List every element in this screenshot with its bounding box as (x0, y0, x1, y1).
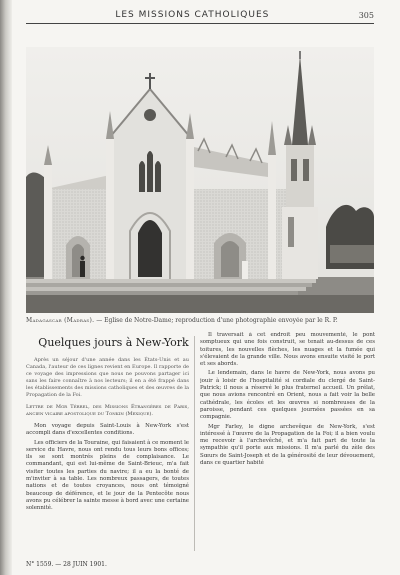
body-paragraph: Le lendemain, dans le havre de New-York, nous avons pu jouir à loisir de l'hospitalité si cordiale du clergé de Saint-Patrick; il nous a réservé le plus fraternel accueil. Un prélat, que nous avions rencontré en Orient, nous a fait voir la belle cathédrale, les écoles et les œuvres si nombreuses de la paroisse, pendant ces quelques journées passées en sa compagnie. (200, 370, 375, 421)
buttress-center (186, 139, 194, 279)
page-binding-shadow (0, 0, 12, 575)
church-illustration (26, 47, 374, 313)
tower-window-left (291, 159, 297, 181)
caption-text: — Église de Notre-Dame; reproduction d'une photographie envoyée par le R. P. (96, 317, 338, 324)
tower-base-window (288, 217, 294, 247)
body-paragraph: Il traversait à cet endroit peu mouvementé, le pont somptueux qui une fois construit, se tenait au-dessus de ces toitures, les nouvelles flèches, les nuages et la fumée qui s'élevaient de la grande ville. Nous avons ensuite visité le port et ses abords. (200, 332, 375, 368)
buttress-far-left (44, 165, 52, 279)
right-column (200, 332, 375, 558)
body-paragraph: Les officiers de la Touraine, qui faisaient à ce moment le service du Havre, nous ont rendu tous leurs bons offices; ils se sont montrés pleins de complaisance. Le commandant, qui est lui-même de Saint-Brieuc, m'a fait visiter toutes les parties du navire; il a eu la bonté de m'inviter à sa table. Les nombreux passagers, de toutes nations et de toutes croyances, nous ont témoigné beaucoup de déférence, et le jour de la Pentecôte nous avons pu célébrer la sainte messe à bord avec une certaine solennité. (26, 439, 189, 512)
tower-base (282, 207, 318, 279)
left-column (26, 336, 189, 558)
buttress-left (106, 139, 114, 279)
header-rule (26, 23, 374, 24)
buttress-right (268, 155, 276, 279)
caption-place: Madagascar (Madras). (26, 317, 95, 324)
statue (242, 261, 248, 279)
right-aisle-window (221, 241, 239, 277)
figure-head (80, 256, 84, 260)
running-header (26, 4, 374, 20)
article-title: Quelques jours à New-York (38, 336, 189, 349)
body-paragraph: Mon voyage depuis Saint-Louis à New-York s'est accompli dans d'excellentes conditions. (26, 423, 189, 437)
step-4 (26, 291, 298, 295)
main-portal (138, 220, 162, 277)
lancet-window-right (155, 161, 161, 192)
step-3 (26, 287, 306, 291)
page-number: 305 (358, 11, 374, 20)
lancet-window-center (147, 151, 153, 192)
step-2 (26, 283, 312, 287)
church-photograph (26, 47, 374, 313)
journal-title: LES MISSIONS CATHOLIQUES (115, 10, 270, 20)
lancet-window-left (139, 161, 145, 192)
right-building (330, 245, 374, 263)
rose-window (144, 109, 156, 121)
issue-footer: N° 1559. — 28 JUIN 1901. (26, 561, 107, 568)
figure-caption (26, 317, 374, 329)
standing-figure (80, 261, 85, 277)
body-paragraph: Mgr Farley, le digne archevêque de New-York, s'est intéressé à l'œuvre de la Propagation de la Foi; il a bien voulu me recevoir à l'archevêché, et m'a fait part de toute la sympathie qu'il porte aux missions. Il m'a parlé du zèle des Sœurs de Saint-Joseph et de la générosité de leur dévouement, dans ce quartier habité (200, 423, 375, 467)
foreground-shadow (26, 295, 374, 313)
article-intro: Après un séjour d'une année dans les États-Unis et au Canada, l'auteur de ces lignes revient en Europe. Il rapporte de ce voyage des impressions que nous ne pouvons partager ici sans les faire connaître à nos lecteurs; il en a été frappé dans les établissements des missions catholiques et des œuvres de la Propagation de la Foi. (26, 357, 189, 398)
letter-heading: Lettre de Mgr Térrel, des Missions Étrangères de Paris, ancien vicaire apostolique du Tonkin (Mexique). (26, 404, 189, 417)
column-divider (194, 336, 195, 551)
tower-window-right (303, 159, 309, 181)
step-1 (26, 279, 316, 283)
